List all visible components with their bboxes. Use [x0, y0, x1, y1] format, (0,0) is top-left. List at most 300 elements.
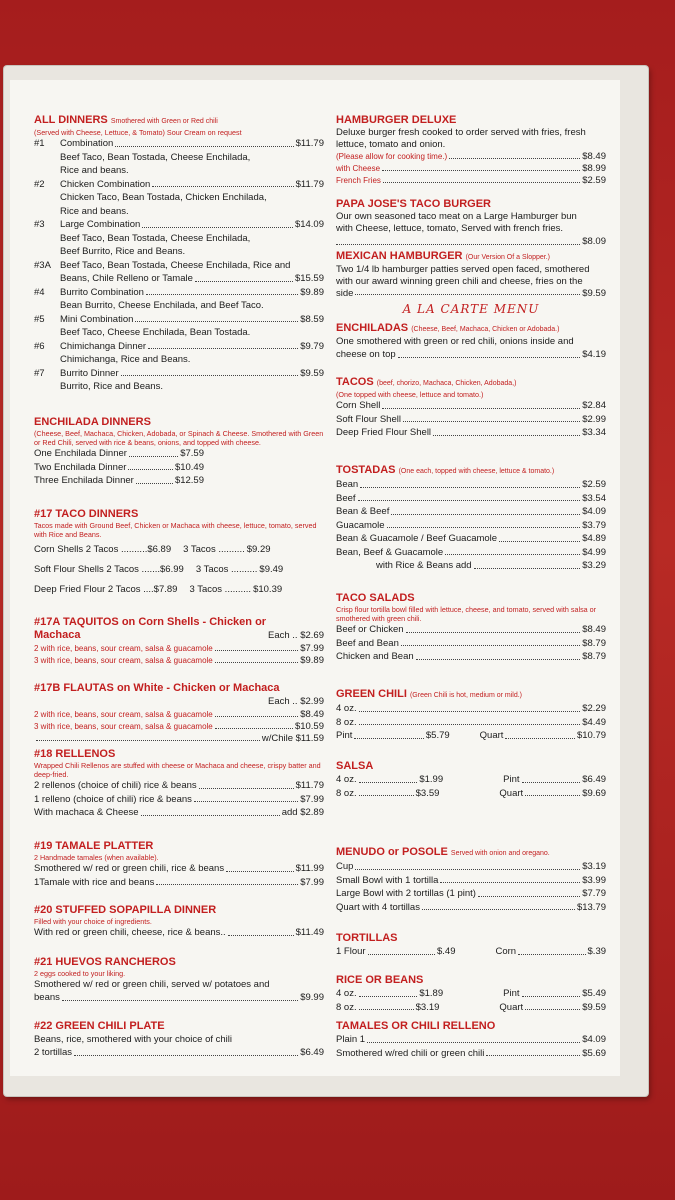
item-row	[34, 862, 324, 876]
item-name: 8 oz.	[336, 787, 357, 799]
item-price: $11.79	[295, 178, 324, 190]
section-title: ENCHILADAS (Cheese, Beef, Machaca, Chicken or Adobada.)	[336, 322, 560, 334]
item-price: $2.84	[582, 400, 606, 411]
item-price: $6.49	[582, 774, 607, 785]
tostadas-section	[336, 464, 606, 573]
item-desc: Bean Burrito, Cheese Enchilada, and Beef Taco.	[60, 300, 264, 311]
dot-leader	[129, 447, 178, 457]
dot-leader	[433, 426, 580, 436]
item-name: Beef	[336, 492, 356, 504]
item-name: 1 relleno (choice of chili) rice & beans	[34, 793, 192, 805]
dot-leader	[148, 340, 298, 350]
dot-leader	[478, 887, 580, 897]
section-note: Crisp flour tortilla bowl filled with lettuce, cheese, and tomato, served with salsa or smothered with green chili.	[336, 605, 597, 623]
item-number: #3A	[34, 259, 51, 271]
taco-burger-section	[336, 198, 606, 249]
item-desc: Beef Taco, Cheese Enchilada, Bean Tostada.	[60, 327, 251, 338]
item-desc: Burrito, Rice and Beans.	[60, 381, 163, 392]
item-row	[34, 779, 324, 793]
dot-leader	[142, 218, 293, 228]
item-price: $3.34	[582, 427, 606, 438]
dot-leader	[359, 773, 418, 783]
item-name: Combination	[60, 138, 114, 149]
dot-leader	[135, 313, 298, 323]
item-row	[34, 543, 324, 557]
item-name: 2 with rice, beans, sour cream, salsa & guacamole	[34, 643, 213, 653]
item-name: Plain 1	[336, 1034, 366, 1045]
item-name: 3 with rice, beans, sour cream, salsa & guacamole	[34, 655, 213, 665]
item-price: $5.69	[582, 1047, 606, 1059]
section-title: #21 HUEVOS RANCHEROS	[34, 956, 176, 968]
item-name: Pint	[503, 988, 520, 999]
item-number: #3	[34, 219, 45, 230]
flautas-section	[34, 682, 324, 745]
item-row	[34, 259, 324, 273]
section-title: TORTILLAS	[336, 932, 398, 944]
dot-leader	[355, 860, 580, 870]
item-price: $9.49	[259, 564, 284, 575]
section-note: Filled with your choice of ingredients.	[34, 917, 152, 926]
tostadas-list	[336, 478, 606, 573]
item-price: w/Chile $11.59	[261, 732, 324, 744]
item-row	[336, 559, 606, 573]
left-column	[34, 80, 324, 1076]
huevos-section	[34, 956, 324, 1005]
spacer	[439, 1001, 499, 1015]
dot-leader	[128, 461, 173, 471]
item-price: add $2.89	[281, 807, 324, 818]
item-desc: Deluxe burger fresh cooked to order served with fries, fresh	[336, 127, 586, 138]
flautas-list	[34, 709, 324, 745]
tamale-section	[34, 840, 324, 889]
section-title: PAPA JOSE'S TACO BURGER	[336, 198, 492, 210]
section-title: #20 STUFFED SOPAPILLA DINNER	[34, 904, 217, 916]
dot-leader	[382, 399, 580, 409]
item-price: $9.59	[582, 1001, 606, 1013]
item-price: $12.59	[174, 475, 204, 486]
dot-leader	[228, 926, 294, 936]
item-row	[336, 519, 606, 533]
section-title: ENCHILADA DINNERS	[34, 416, 151, 428]
item-row	[336, 860, 606, 874]
item-price: $5.49	[582, 988, 607, 999]
item-name: Beans, Chile Relleno or Tamale	[60, 273, 193, 284]
item-price: $11.79	[295, 780, 324, 791]
item-price: $7.79	[582, 888, 606, 899]
item-desc: Beans, rice, smothered with your choice of chili	[34, 1034, 233, 1045]
tacos-list	[336, 399, 606, 440]
dot-leader	[387, 519, 581, 529]
item-price: $7.99	[300, 876, 324, 888]
item-price: $8.59	[300, 313, 324, 325]
section-title: TACOS (beef, chorizo, Machaca, Chicken, Adobada,)	[336, 376, 517, 388]
item-name: Large Combination	[60, 219, 141, 230]
item-row	[34, 367, 324, 381]
item-name: Bean & Guacamole / Beef Guacamole	[336, 533, 498, 544]
item-row	[34, 583, 324, 597]
item-row	[336, 505, 606, 519]
section-title: TACO SALADS	[336, 592, 415, 604]
item-row	[34, 563, 324, 577]
menu-page	[10, 80, 620, 1076]
item-name: Pint	[503, 774, 520, 785]
section-note: 2 eggs cooked to your liking.	[34, 969, 126, 978]
item-name: 8 oz.	[336, 1001, 357, 1013]
dot-leader	[115, 137, 293, 147]
section-title: SALSA	[336, 760, 374, 772]
item-name: French Fries	[336, 176, 381, 185]
item-row	[34, 793, 324, 807]
dot-leader	[367, 1033, 580, 1043]
tamales-list	[336, 1033, 606, 1060]
rellenos-list	[34, 779, 324, 820]
dot-leader	[360, 478, 580, 488]
section-note: 2 Handmade tamales (when available).	[34, 853, 159, 862]
item-desc: Two 1/4 lb hamburger patties served open faced, smothered	[336, 264, 590, 275]
item-price: $9.79	[300, 340, 324, 352]
item-price: $4.89	[582, 533, 606, 544]
item-number: #1	[34, 138, 45, 149]
item-name: Chimichanga Dinner	[60, 340, 147, 352]
tortillas-section	[336, 932, 606, 959]
item-row	[34, 709, 324, 721]
item-row	[336, 151, 606, 163]
item-name: 3 Tacos ..........	[195, 564, 258, 575]
item-name: Two Enchilada Dinner	[34, 461, 127, 473]
item-name: With red or green chili, cheese, rice & beans..	[34, 927, 226, 938]
item-name: Chicken Combination	[60, 178, 151, 190]
item-row	[34, 313, 324, 327]
item-name: Deep Fried Flour Shell	[336, 427, 432, 438]
item-desc: with Cheese, lettuce, tomato, Served with french fries.	[336, 223, 564, 234]
item-name: 4 oz.	[336, 703, 357, 714]
item-name: with Rice & Beans add	[376, 560, 472, 571]
taco-dinners-list	[34, 543, 324, 597]
item-row: $8.09	[336, 235, 606, 249]
item-row	[336, 874, 606, 888]
section-title: #18 RELLENOS	[34, 748, 116, 760]
item-price: $8.99	[582, 163, 606, 174]
section-title: HAMBURGER DELUXE	[336, 114, 457, 126]
all-dinners-list	[34, 137, 324, 394]
dot-leader	[522, 773, 581, 783]
mexican-hamburger-section	[336, 250, 606, 299]
dot-leader	[383, 175, 580, 183]
dot-leader	[215, 643, 298, 651]
pair-row	[336, 787, 606, 801]
item-name: Quart with 4 tortillas	[336, 901, 420, 913]
all-dinners-section	[34, 114, 324, 394]
item-name: Small Bowl with 1 tortilla	[336, 874, 439, 886]
tamales-section	[336, 1020, 606, 1060]
dot-leader	[382, 163, 580, 171]
item-price: $4.09	[582, 1034, 606, 1045]
dot-leader	[359, 716, 581, 726]
item-row	[336, 716, 606, 730]
item-price: $9.59	[300, 367, 324, 379]
item-price: $8.79	[582, 637, 606, 649]
item-name: 2 rellenos (choice of chili) rice & beans	[34, 780, 197, 791]
item-price: $8.49	[582, 151, 606, 162]
section-note: (Cheese, Beef, Machaca, Chicken, Adobada, or Spinach & Cheese. Smothered with Green or Red Chili, served with rice & beans, onions, and topped with cheese.	[34, 429, 324, 447]
item-name: 3 Tacos ..........	[183, 544, 245, 555]
item-name: 3 with rice, beans, sour cream, salsa & guacamole	[34, 721, 213, 731]
section-title: MEXICAN HAMBURGER (Our Version Of a Slopper.)	[336, 250, 550, 262]
item-desc: Rice and beans.	[60, 205, 129, 217]
item-row	[34, 474, 204, 488]
item-desc: Chimichanga, Rice and Beans.	[60, 354, 191, 365]
hamburger-section	[336, 114, 606, 187]
pair-row	[336, 987, 606, 1001]
spacer	[443, 987, 503, 1001]
dot-leader	[422, 901, 575, 911]
section-title: RICE OR BEANS	[336, 974, 424, 986]
item-name: 4 oz.	[336, 774, 357, 785]
hamburger-list	[336, 151, 606, 187]
item-price: $3.29	[582, 560, 606, 571]
green-chili-list	[336, 702, 606, 729]
item-desc: lettuce, tomato and onion.	[336, 139, 446, 150]
item-row	[34, 926, 324, 940]
item-name: 2 with rice, beans, sour cream, salsa & guacamole	[34, 709, 213, 719]
salsa-pairs	[336, 773, 606, 800]
item-price: $11.49	[295, 927, 324, 938]
item-price: $2.29	[582, 703, 606, 714]
pair-row	[336, 773, 606, 787]
dot-leader	[359, 1001, 414, 1011]
item-row: 2 tortillas $6.49	[34, 1047, 324, 1058]
item-price: $8.49	[300, 708, 324, 720]
item-row: cheese on top $4.19	[336, 349, 606, 360]
item-price: $9.29	[246, 544, 271, 555]
item-name: Beef Taco, Bean Tostada, Cheese Enchilada, Rice and	[60, 259, 291, 271]
dot-leader	[215, 655, 298, 663]
item-price: ....$7.89	[143, 584, 178, 595]
item-name: Soft Flour Shell	[336, 413, 401, 425]
item-name: Corn Shells	[34, 544, 86, 555]
item-number: #4	[34, 286, 45, 298]
section-title: #22 GREEN CHILI PLATE	[34, 1020, 165, 1032]
item-name: With machaca & Cheese	[34, 807, 139, 818]
item-name: Beef or Chicken	[336, 624, 404, 635]
item-name: Burrito Combination	[60, 286, 144, 298]
tacos-section	[336, 376, 606, 440]
item-price: $2.99	[582, 413, 606, 425]
item-price: 2 Tacos .......$6.99	[106, 564, 184, 575]
item-price: $10.59	[294, 720, 324, 732]
section-title: TOSTADAS (One each, topped with cheese, lettuce & tomato.)	[336, 464, 555, 476]
dot-leader	[486, 1047, 580, 1057]
taco-salads-section	[336, 592, 606, 664]
dot-leader	[401, 637, 580, 647]
dot-leader	[440, 874, 580, 884]
item-price: $3.19	[415, 1001, 440, 1013]
item-price: $7.59	[180, 448, 204, 459]
dot-leader	[406, 623, 581, 633]
item-row	[336, 532, 606, 546]
item-name: 1Tamale with rice and beans	[34, 876, 155, 888]
dot-leader	[525, 1001, 580, 1011]
item-row	[336, 163, 606, 175]
item-price: $9.89	[300, 286, 324, 298]
item-name: (Please allow for cooking time.)	[336, 152, 448, 161]
item-desc: Beef Burrito, Rice and Beans.	[60, 246, 186, 257]
rice-beans-pairs	[336, 987, 606, 1014]
item-row	[336, 1047, 606, 1061]
item-row: side $9.59	[336, 288, 606, 299]
dot-leader	[141, 806, 280, 816]
item-price: $10.39	[253, 584, 283, 595]
dot-leader	[359, 702, 581, 712]
item-name: Beef and Bean	[336, 637, 399, 649]
dot-leader	[449, 151, 580, 159]
item-row	[34, 178, 324, 192]
item-price: $8.79	[582, 651, 606, 662]
item-row	[336, 399, 606, 413]
pint-quart-row: Pint $5.79 Quart $10.79	[336, 730, 607, 741]
item-price: 2 Tacos ..........$6.89	[85, 544, 172, 555]
green-chili-plate-section	[34, 1020, 324, 1060]
dot-leader	[199, 779, 294, 789]
item-row	[34, 733, 324, 745]
item-name: 8 oz.	[336, 716, 357, 728]
menudo-list	[336, 860, 606, 914]
item-desc: Rice and beans.	[60, 165, 129, 176]
section-title: MENUDO or POSOLE Served with onion and oregano.	[336, 846, 550, 858]
item-name: Cup	[336, 861, 354, 872]
sopapilla-section	[34, 904, 324, 940]
each-row: Machaca Each .. $2.69	[34, 629, 324, 641]
item-price: $15.59	[294, 273, 324, 284]
spacer	[443, 773, 503, 787]
tamale-list	[34, 862, 324, 889]
item-number: #6	[34, 340, 45, 352]
item-price: $3.59	[415, 787, 440, 799]
dot-leader	[215, 721, 293, 729]
item-row	[34, 806, 324, 820]
right-column	[336, 80, 606, 1076]
dot-leader	[226, 862, 294, 872]
item-price: $1.89	[419, 988, 444, 999]
item-number: #5	[34, 313, 45, 325]
item-number: #2	[34, 178, 45, 190]
item-desc: Our own seasoned taco meat on a Large Hamburger bun	[336, 211, 577, 222]
dot-leader	[195, 272, 293, 282]
item-row	[336, 637, 606, 651]
item-name: Bean, Beef & Guacamole	[336, 546, 444, 558]
item-row	[34, 137, 324, 151]
dot-leader	[152, 178, 293, 188]
pair-row	[336, 1001, 606, 1015]
item-name: Smothered w/red chili or green chili	[336, 1047, 485, 1059]
section-title: #19 TAMALE PLATTER	[34, 840, 154, 852]
taquitos-list	[34, 643, 324, 667]
taco-dinners-section	[34, 508, 324, 603]
item-name: Chicken and Bean	[336, 651, 414, 662]
enchilada-list	[34, 447, 324, 488]
section-note: Tacos made with Ground Beef, Chicken or Machaca with cheese, lettuce, tomato, served with Rice and Beans.	[34, 521, 317, 539]
section-note: (One topped with cheese, lettuce and tomato.)	[336, 390, 484, 399]
section-title: TAMALES OR CHILI RELLENO	[336, 1020, 496, 1032]
dot-leader	[136, 474, 173, 484]
item-price: $7.99	[300, 642, 324, 654]
item-row	[336, 650, 606, 664]
dot-leader	[215, 709, 298, 717]
spacer	[439, 787, 499, 801]
rellenos-section	[34, 748, 324, 820]
item-row	[336, 1033, 606, 1047]
rice-beans-section	[336, 974, 606, 1014]
item-price: $2.59	[582, 479, 606, 490]
item-price: $3.99	[582, 874, 606, 886]
item-price: $4.49	[582, 716, 606, 728]
item-name: 3 Tacos ..........	[189, 584, 252, 595]
section-title: GREEN CHILI (Green Chili is hot, medium or mild.)	[336, 688, 522, 700]
item-row	[34, 721, 324, 733]
item-name: Deep Fried Flour 2 Tacos	[34, 584, 144, 595]
item-row	[34, 461, 204, 475]
item-desc: One smothered with green or red chili, onions inside and	[336, 336, 574, 347]
item-row	[336, 175, 606, 187]
dot-leader	[146, 286, 298, 296]
item-desc: Chicken Taco, Bean Tostada, Chicken Enchilada,	[60, 192, 267, 203]
green-chili-section	[336, 688, 606, 743]
item-row	[34, 447, 204, 461]
dot-leader	[358, 492, 581, 502]
item-name: Large Bowl with 2 tortillas (1 pint)	[336, 888, 476, 899]
item-name: Corn Shell	[336, 400, 381, 411]
item-row	[336, 492, 606, 506]
item-price: $11.79	[295, 138, 324, 149]
dot-leader	[499, 532, 580, 542]
item-row	[336, 478, 606, 492]
item-name: One Enchilada Dinner	[34, 448, 127, 459]
item-price: $14.09	[294, 219, 324, 230]
item-name: Guacamole	[336, 519, 385, 531]
item-name: 4 oz.	[336, 988, 357, 999]
item-price: $4.09	[582, 506, 606, 517]
item-price: $9.69	[582, 787, 606, 799]
item-price: $3.54	[582, 492, 606, 504]
dot-leader	[359, 987, 418, 997]
item-name: Three Enchilada Dinner	[34, 475, 134, 486]
item-price: $10.49	[174, 461, 204, 473]
item-row	[336, 887, 606, 901]
item-name: Bean	[336, 479, 359, 490]
sopapilla-list	[34, 926, 324, 940]
menudo-section	[336, 846, 606, 914]
dot-leader	[416, 650, 581, 660]
item-price: $3.19	[582, 861, 606, 872]
dot-leader	[359, 787, 414, 797]
item-name: Soft Flour Shells	[34, 564, 107, 575]
tortillas-row: 1 Flour $.49 Corn $.39	[336, 946, 607, 957]
item-price: $2.59	[582, 175, 606, 186]
item-row	[34, 272, 324, 286]
item-price: $4.99	[582, 546, 606, 558]
item-desc: Beef Taco, Bean Tostada, Cheese Enchilada,	[60, 151, 251, 163]
dot-leader	[403, 413, 580, 423]
item-name: Quart	[499, 787, 524, 799]
item-name: Mini Combination	[60, 313, 134, 325]
dot-leader	[474, 559, 581, 569]
item-desc: Beef Taco, Bean Tostada, Cheese Enchilada,	[60, 232, 251, 244]
salsa-section	[336, 760, 606, 800]
item-row	[336, 901, 606, 915]
item-row: beans $9.99	[34, 992, 324, 1003]
item-row	[336, 623, 606, 637]
dot-leader	[525, 787, 580, 797]
